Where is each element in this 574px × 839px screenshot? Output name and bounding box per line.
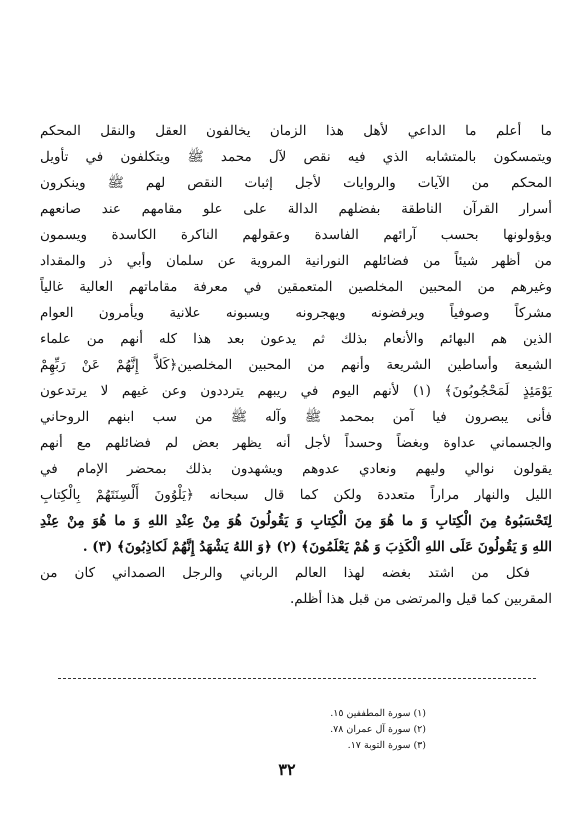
- text-line: والجسماني عداوة وبغضاً وحسداً لأجل أنه يظهر بعض لم فضائلهم مع أنهم: [40, 435, 552, 451]
- text-line: الذين هم البهائم والأنعام بذلك ثم يدعون بعد هذا كله أنهم من علماء: [40, 331, 552, 347]
- text-line: المحكم من الآيات والروايات لأجل إثبات النقص لهم ﷺ وينكرون: [40, 175, 552, 191]
- footnotes: [46, 706, 426, 754]
- text-line-with-verse: يَوْمَئِذٍ لَمَحْجُوبُونَ﴾ (١) لأنهم اليوم في ريبهم يترددون وعن غيهم لا يرتدعون: [40, 383, 552, 399]
- page-number: ٣٢: [278, 760, 296, 779]
- text-line: المقربين كما قيل والمرتضى من قبل هذا أظلم.: [290, 591, 552, 607]
- footnote-3: (٣) سورة التوبة ١٧.: [347, 740, 426, 751]
- text-line: ويؤولونها بحسب آرائهم الفاسدة وعقولهم الناكرة الكاسدة ويسمون: [40, 227, 552, 243]
- text-line: من أظهر شيئاً من فضائلهم النورانية المروية عن سلمان وأبي ذر والمقداد: [40, 253, 552, 269]
- footnote-divider: [58, 678, 536, 679]
- text-line: فكل من اشتد بغضه لهذا العالم الرباني والرجل الصمداني كان من: [40, 565, 530, 581]
- text-line-with-verse: الليل والنهار مراراً متعددة ولكن كما قال سبحانه ﴿يَلْوُونَ أَلْسِنَتَهُمْ بِالْكِتابِ: [40, 487, 552, 503]
- footnote-2: (٢) سورة آل عمران ٧٨.: [330, 724, 426, 735]
- verse-line: لِتَحْسَبُوهُ مِنَ الْكِتابِ وَ ما هُوَ مِنَ الْكِتابِ وَ يَقُولُونَ هُوَ مِنْ عِنْدِ اللهِ وَ ما هُوَ مِنْ عِنْدِ: [40, 513, 552, 529]
- footnote-1: (١) سورة المطففين ١٥.: [330, 708, 426, 719]
- text-line: أسرار القرآن الناطقة بفضلهم الدالة على علو مقامهم عند صانعهم: [40, 201, 552, 217]
- text-line: يقولون نوالي وليهم ونعادي عدوهم ويشهدون بذلك بمحضر الإمام في: [40, 461, 552, 477]
- text-line: ما أعلم ما الداعي لأهل هذا الزمان يخالفون العقل والنقل المحكم: [40, 123, 552, 139]
- text-line: وغيرهم من المحبين المخلصين المتعمقين في معرفة مقاماتهم العالية غالياً: [40, 279, 552, 295]
- verse-line: اللهِ وَ يَقُولُونَ عَلَى اللهِ الْكَذِبَ وَ هُمْ يَعْلَمُونَ﴾ (٢) ﴿وَ اللهُ يَشْهَدُ إِنَّهُمْ لَكاذِبُونَ﴾ (٣) .: [82, 539, 552, 555]
- main-text-body: [40, 118, 552, 612]
- text-line: فأنى يبصرون فيا آمن بمحمد ﷺ وآله ﷺ من سب ابنهم الروحاني: [40, 409, 552, 425]
- text-line: مشركاً وصوفياً ويرفضونه ويهجرونه ويسبونه علانية ويأمرون العوام: [40, 305, 552, 321]
- text-line: ويتمسكون بالمتشابه الذي فيه نقص لآل محمد ﷺ ويتكلفون في تأويل: [40, 149, 552, 165]
- text-line-with-verse: الشيعة وأساطين الشريعة وأنهم من المحبين المخلصين﴿كَلاَّ إِنَّهُمْ عَنْ رَبِّهِمْ: [40, 357, 552, 373]
